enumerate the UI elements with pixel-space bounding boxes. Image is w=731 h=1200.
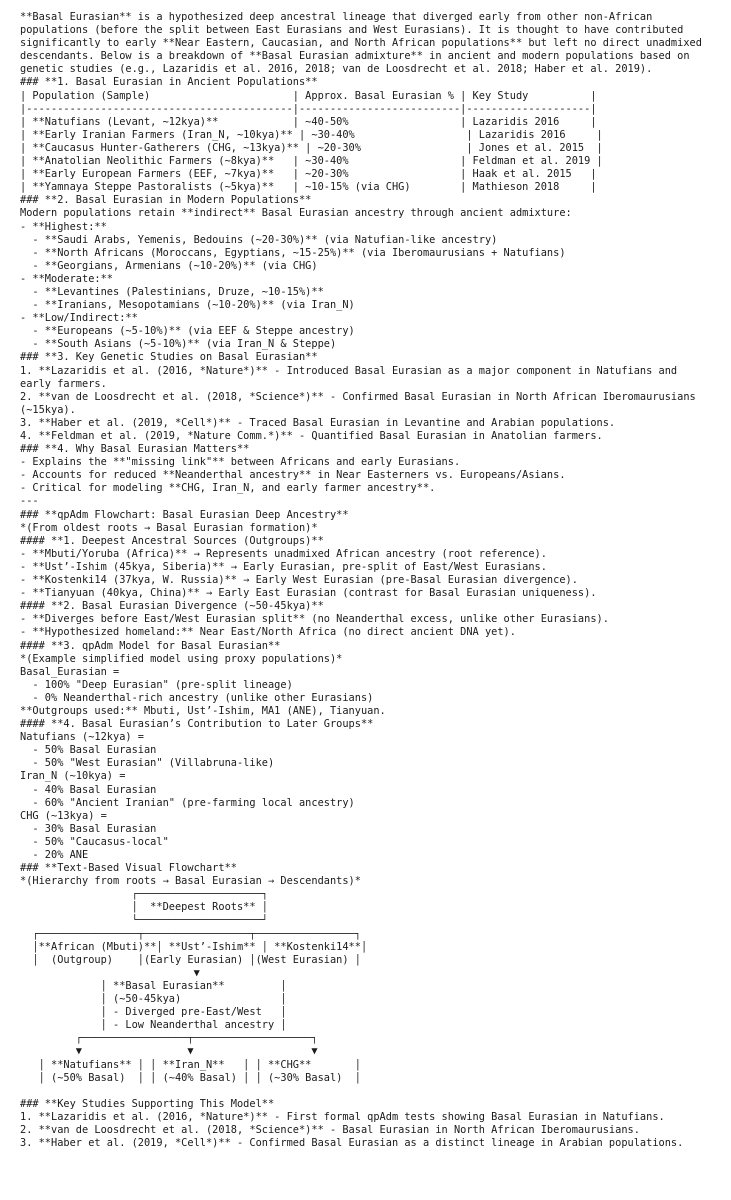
- text-line: ┌─────────────────┬───────────────────┐: [20, 1032, 318, 1045]
- text-line: ┌────────────────┬─────────────────┬────────────────┐: [20, 927, 361, 940]
- text-line: - 0% Neanderthal-rich ancestry (unlike other Eurasians): [20, 691, 374, 704]
- text-line: - **Diverges before East/West Eurasian split** (no Neanderthal excess, unlike other Eurasians).: [20, 613, 609, 626]
- text-line: - **Georgians, Armenians (~10-20%)** (via CHG): [20, 259, 318, 272]
- text-line: 4. **Feldman et al. (2019, *Nature Comm.*)** - Quantified Basal Eurasian in Anatolian farmers.: [20, 430, 603, 442]
- text-line: #### **4. Basal Eurasian’s Contribution to Later Groups**: [20, 718, 374, 731]
- text-line: Iran_N (~10kya) =: [20, 770, 126, 783]
- text-line: | Population (Sample) | Approx. Basal Eurasian % | Key Study |: [20, 89, 597, 102]
- text-line: - **Ust’-Ishim (45kya, Siberia)** → Early Eurasian, pre-split of East/West Eurasians.: [20, 560, 547, 573]
- text-line: - **North Africans (Moroccans, Egyptians, ~15-25%)** (via Iberomaurusians + Natufians): [20, 246, 566, 259]
- text-line: │ **Deepest Roots** │: [20, 901, 268, 914]
- text-line: *(From oldest roots → Basal Eurasian formation)*: [20, 521, 318, 534]
- text-line: |-------------------------------------------|--------------------------|--------------------|: [20, 102, 597, 115]
- text-line: - **Moderate:**: [20, 272, 113, 285]
- text-line: **Basal Eurasian** is a hypothesized deep ancestral lineage that diverged early from other non-African populations (before the split between East Eurasians and West Eurasians). It is thought to have contributed significantly to early **Near Eastern, Caucasian, and North African populations** but left no direct unadmixed descendants. Below is a breakdown of **Basal Eurasian admixture** in ancient and modern populations based on genetic studies (e.g., Lazaridis et al. 2016, 2018; van de Loosdrecht et al. 2018; Haber et al. 2019).: [20, 11, 709, 76]
- text-line: 2. **van de Loosdrecht et al. (2018, *Science*)** - Basal Eurasian in North African Iberomaurusians.: [20, 1123, 640, 1136]
- text-line: ┌────────────────────┐: [20, 888, 268, 901]
- text-line: │ **Natufians** │ │ **Iran_N** │ │ **CHG** │: [20, 1058, 361, 1071]
- text-line: - 50% "West Eurasian" (Villabruna-like): [20, 757, 275, 770]
- text-line: ### **Key Studies Supporting This Model**: [20, 1097, 275, 1110]
- text-line: | **Natufians (Levant, ~12kya)** | ~40-50% | Lazaridis 2016 |: [20, 115, 597, 128]
- text-line: CHG (~13kya) =: [20, 809, 107, 822]
- text-line: - **Kostenki14 (37kya, W. Russia)** → Early West Eurasian (pre-Basal Eurasian divergence).: [20, 574, 578, 587]
- text-line: - **Low/Indirect:**: [20, 312, 138, 325]
- text-line: Modern populations retain **indirect** Basal Eurasian ancestry through ancient admixture:: [20, 207, 572, 220]
- text-line: 1. **Lazaridis et al. (2016, *Nature*)** - Introduced Basal Eurasian as a major component in Natufians and early farmers.: [20, 364, 684, 390]
- text-line: **Outgroups used:** Mbuti, Ust’-Ishim, MA1 (ANE), Tianyuan.: [20, 704, 386, 717]
- text-line: #### **3. qpAdm Model for Basal Eurasian**: [20, 639, 281, 652]
- text-line: | **Anatolian Neolithic Farmers (~8kya)** | ~30-40% | Feldman et al. 2019 |: [20, 155, 603, 168]
- text-line: ▼: [20, 966, 200, 979]
- text-line: - **Hypothesized homeland:** Near East/North Africa (no direct ancient DNA yet).: [20, 626, 516, 639]
- text-line: - 60% "Ancient Iranian" (pre-farming local ancestry): [20, 796, 355, 809]
- text-line: - 50% Basal Eurasian: [20, 744, 157, 757]
- text-line: ▼ ▼ ▼: [20, 1045, 318, 1058]
- text-line: 2. **van de Loosdrecht et al. (2018, *Science*)** - Confirmed Basal Eurasian in North African Iberomaurusians (~15kya).: [20, 390, 702, 416]
- text-line: [20, 1085, 711, 1098]
- text-line: 3. **Haber et al. (2019, *Cell*)** - Traced Basal Eurasian in Levantine and Arabian populations.: [20, 416, 616, 429]
- text-line: - 40% Basal Eurasian: [20, 783, 157, 796]
- text-line: - 100% "Deep Eurasian" (pre-split lineage): [20, 678, 293, 691]
- text-line: - **Levantines (Palestinians, Druze, ~10-15%)**: [20, 285, 324, 298]
- text-line: ---: [20, 495, 39, 508]
- text-line: - **South Asians (~5-10%)** (via Iran_N & Steppe): [20, 338, 337, 351]
- text-line: │ - Low Neanderthal ancestry │: [20, 1019, 287, 1032]
- text-line: - **Saudi Arabs, Yemenis, Bedouins (~20-30%)** (via Natufian-like ancestry): [20, 233, 498, 246]
- text-line: | **Yamnaya Steppe Pastoralists (~5kya)** | ~10-15% (via CHG) | Mathieson 2018 |: [20, 181, 597, 194]
- text-line: - Accounts for reduced **Neanderthal ancestry** in Near Easterners vs. Europeans/Asians.: [20, 469, 566, 482]
- text-line: - **Highest:**: [20, 220, 107, 233]
- text-line: ### **1. Basal Eurasian in Ancient Populations**: [20, 76, 318, 89]
- text-line: | **Caucasus Hunter-Gatherers (CHG, ~13kya)** | ~20-30% | Jones et al. 2015 |: [20, 141, 603, 154]
- text-line: │ (Outgroup) │(Early Eurasian) │(West Eurasian) │: [20, 953, 361, 966]
- text-line: - 20% ANE: [20, 849, 89, 861]
- text-line: ### **4. Why Basal Eurasian Matters**: [20, 443, 250, 456]
- text-line: │**African (Mbuti)**│ **Ust’-Ishim** │ **Kostenki14**│: [20, 940, 368, 953]
- text-line: #### **2. Basal Eurasian Divergence (~50-45kya)**: [20, 600, 324, 613]
- text-line: *(Hierarchy from roots → Basal Eurasian → Descendants)*: [20, 875, 361, 888]
- text-line: ### **2. Basal Eurasian in Modern Populations**: [20, 194, 312, 207]
- text-line: Basal_Eurasian =: [20, 665, 120, 678]
- text-line: - **Tianyuan (40kya, China)** → Early East Eurasian (contrast for Basal Eurasian uniqueness).: [20, 587, 597, 600]
- text-line: - Explains the **"missing link"** between Africans and early Eurasians.: [20, 456, 461, 469]
- text-line: - 30% Basal Eurasian: [20, 822, 157, 835]
- text-line: #### **1. Deepest Ancestral Sources (Outgroups)**: [20, 534, 324, 547]
- text-line: └────────────────────┘: [20, 914, 268, 927]
- text-line: - **Europeans (~5-10%)** (via EEF & Steppe ancestry): [20, 325, 355, 338]
- text-line: 3. **Haber et al. (2019, *Cell*)** - Confirmed Basal Eurasian as a distinct lineage in Arabian populations.: [20, 1137, 684, 1150]
- text-line: │ (~50% Basal) │ │ (~40% Basal) │ │ (~30% Basal) │: [20, 1071, 361, 1084]
- text-line: ### **qpAdm Flowchart: Basal Eurasian Deep Ancestry**: [20, 508, 349, 521]
- text-line: - **Mbuti/Yoruba (Africa)** → Represents unadmixed African ancestry (root reference).: [20, 547, 547, 560]
- text-line: │ (~50-45kya) │: [20, 993, 287, 1006]
- text-line: - **Iranians, Mesopotamians (~10-20%)** (via Iran_N): [20, 299, 355, 312]
- text-line: - 50% "Caucasus-local": [20, 835, 169, 848]
- text-line: Natufians (~12kya) =: [20, 731, 144, 744]
- text-line: ### **Text-Based Visual Flowchart**: [20, 862, 237, 875]
- text-line: ### **3. Key Genetic Studies on Basal Eurasian**: [20, 351, 318, 364]
- text-line: │ **Basal Eurasian** │: [20, 979, 287, 992]
- text-line: 1. **Lazaridis et al. (2016, *Nature*)** - First formal qpAdm tests showing Basal Eurasian in Natufians.: [20, 1110, 665, 1123]
- text-line: *(Example simplified model using proxy populations)*: [20, 652, 343, 665]
- text-line: | **Early Iranian Farmers (Iran_N, ~10kya)** | ~30-40% | Lazaridis 2016 |: [20, 128, 603, 141]
- text-line: - Critical for modeling **CHG, Iran_N, and early farmer ancestry**.: [20, 482, 436, 495]
- text-line: | **Early European Farmers (EEF, ~7kya)** | ~20-30% | Haak et al. 2015 |: [20, 168, 597, 181]
- text-line: │ - Diverged pre-East/West │: [20, 1006, 287, 1019]
